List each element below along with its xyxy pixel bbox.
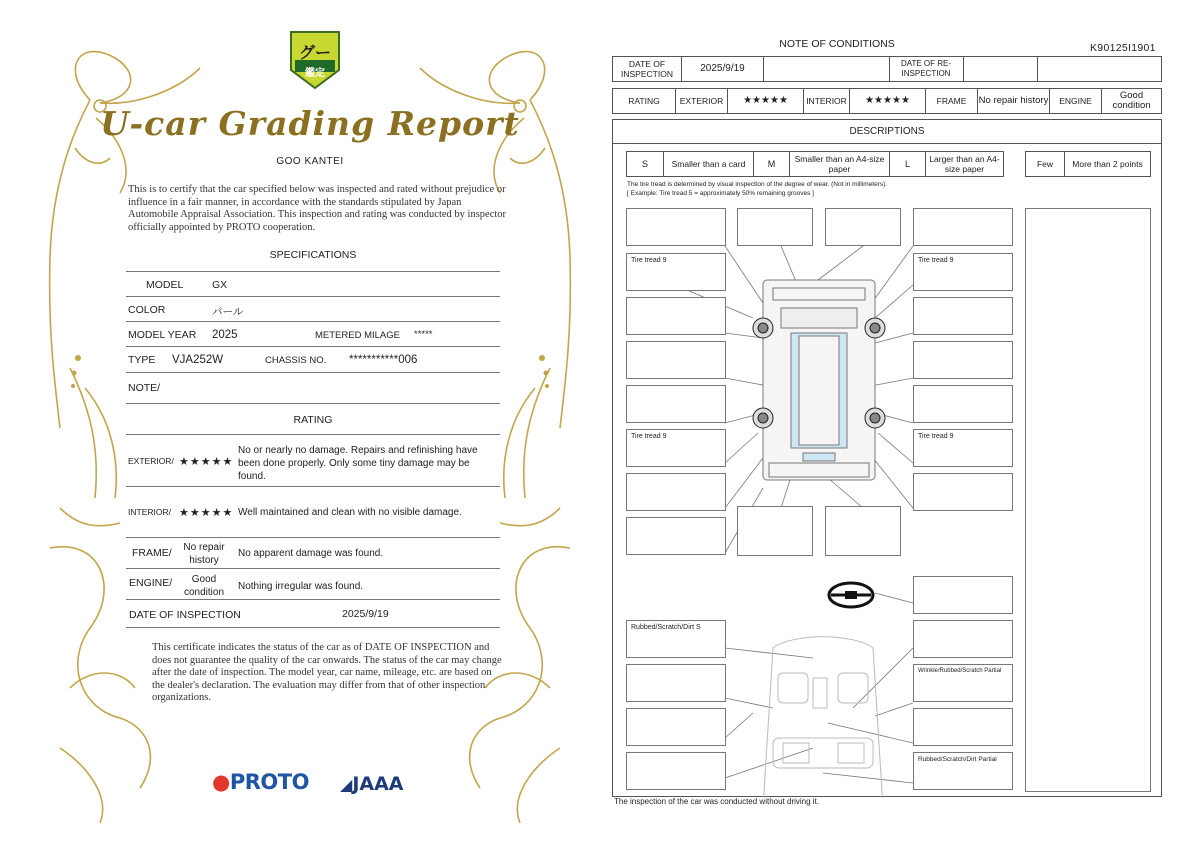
certification-statement: This is to certify that the car specified below was inspected and rated without prejudice or influence in a fair manner, in accordance with the standards stipulated by Japan Automobile Appraisal Association. This inspection and rating was conducted by inspector officially appointed by PROTO cooperation. — [128, 184, 507, 233]
exterior-stars: ★★★★★ — [179, 455, 234, 468]
report-title: U-car Grading Report — [100, 104, 520, 143]
legend-l-desc: Larger than an A4-size paper — [925, 152, 1003, 176]
engine-value: Good condition — [1101, 89, 1161, 113]
condition-box — [913, 620, 1013, 658]
chassis-label: CHASSIS NO. — [265, 355, 327, 366]
tread-note-2: [ Example: Tire tread 5 = approximately 50% remaining grooves ] — [627, 190, 814, 197]
engine-label: ENGINE/ — [129, 577, 173, 589]
gold-ornament-frame — [40, 28, 580, 828]
note-of-conditions — [612, 0, 1162, 848]
condition-box — [626, 664, 726, 702]
date-value: 2025/9/19 — [700, 63, 745, 74]
legend-s: S — [641, 159, 648, 169]
interior-label-1: Rubbed/Scratch/Dirt S — [631, 624, 701, 631]
reinspection-label: DATE OF RE-INSPECTION — [900, 59, 952, 78]
size-legend — [626, 151, 1004, 177]
exterior-description: No or nearly no damage. Repairs and refinishing have been done properly. Only some tiny damage may be found. — [238, 445, 478, 482]
metered-milage-label: METERED MILAGE — [315, 330, 400, 341]
interior-label: INTERIOR/ — [128, 507, 171, 517]
condition-box — [626, 385, 726, 423]
interior-box-2 — [913, 664, 1013, 702]
frame-label: FRAME — [925, 89, 977, 113]
tire-rear-left-box — [626, 429, 726, 467]
conditions-title: NOTE OF CONDITIONS — [779, 38, 895, 50]
interior-label-3: Rubbed/Scratch/Dirt Partial — [918, 756, 997, 763]
model-value: GX — [212, 279, 228, 291]
date-row — [612, 56, 1162, 82]
type-value: VJA252W — [172, 354, 224, 366]
condition-box — [626, 752, 726, 790]
jaaa-logo — [340, 773, 404, 795]
chassis-value: ***********006 — [349, 354, 418, 366]
tire-front-left-label: Tire tread 9 — [631, 257, 667, 264]
date-of-inspection-value: 2025/9/19 — [342, 608, 389, 620]
condition-box — [913, 297, 1013, 335]
specifications-header: SPECIFICATIONS — [269, 249, 357, 261]
interior-stars: ★★★★★ — [179, 506, 234, 519]
note-label: NOTE/ — [128, 382, 161, 394]
legend-m: M — [753, 152, 789, 176]
metered-milage-value: ***** — [414, 329, 433, 340]
condition-box — [626, 297, 726, 335]
date-label: DATE OF INSPECTION — [621, 59, 673, 79]
tire-rear-left-label: Tire tread 9 — [631, 433, 667, 440]
condition-box — [913, 208, 1013, 246]
report-subtitle: GOO KANTEI — [276, 156, 344, 167]
rating-header: RATING — [293, 414, 333, 426]
model-year-label: MODEL YEAR — [128, 329, 197, 341]
rating-row — [612, 88, 1162, 114]
grading-report-certificate — [40, 28, 580, 828]
interior-stars: ★★★★★ — [865, 95, 910, 106]
legend-few: Few — [1036, 159, 1054, 169]
frame-label: FRAME/ — [132, 547, 172, 559]
inspection-footer-note: The inspection of the car was conducted without driving it. — [614, 797, 819, 806]
engine-description: Nothing irregular was found. — [238, 581, 364, 592]
condition-box — [737, 506, 813, 556]
tire-front-right-label: Tire tread 9 — [918, 257, 954, 264]
legend-few-desc: More than 2 points — [1064, 152, 1150, 176]
condition-box — [626, 341, 726, 379]
proto-mark-icon: ● — [212, 770, 230, 794]
type-label: TYPE — [128, 354, 156, 366]
condition-box — [737, 208, 813, 246]
interior-label-2: Wrinkle/Rubbed/Scratch Partial — [918, 668, 1002, 674]
engine-value: Good condition — [183, 574, 225, 598]
condition-box — [825, 208, 901, 246]
condition-box — [626, 473, 726, 511]
remarks-column — [1025, 208, 1151, 792]
descriptions-panel — [612, 119, 1162, 797]
tire-rear-right-box — [913, 429, 1013, 467]
steering-condition-box — [913, 576, 1013, 614]
divider — [126, 271, 500, 272]
rating-label: RATING — [628, 96, 660, 106]
condition-box — [913, 708, 1013, 746]
frame-value: No repair history — [977, 89, 1049, 113]
proto-logo — [212, 770, 309, 794]
frame-value: No repair history — [183, 542, 225, 566]
color-value: パール — [212, 306, 244, 318]
certificate-notice: This certificate indicates the status of the car as of DATE OF INSPECTION and does not guarantee the quality of the car onwards. The status of the car may change after the date of inspection. The model year, car name, mileage, etc. are based on the dealer's declaration. The evaluation may differ from that of other inspection organizations. — [152, 642, 502, 703]
tread-note-1: The tire tread is determined by visual inspection of the degree of wear. (Not in millimeters). — [627, 181, 888, 188]
tire-rear-right-label: Tire tread 9 — [918, 433, 954, 440]
badge-bottom-text: 鑑定 — [305, 68, 325, 79]
steering-wheel-icon — [829, 583, 873, 607]
condition-box — [913, 341, 1013, 379]
legend-m-desc: Smaller than an A4-size paper — [789, 152, 889, 176]
condition-box — [913, 385, 1013, 423]
few-legend — [1025, 151, 1151, 177]
condition-box — [825, 506, 901, 556]
document-id: K90125I1901 — [1090, 42, 1156, 54]
jaaa-mark-icon: ◢ — [340, 775, 353, 794]
date-of-inspection-label: DATE OF INSPECTION — [129, 609, 241, 621]
model-label: MODEL — [146, 279, 184, 291]
interior-box-3 — [913, 752, 1013, 790]
engine-label: ENGINE — [1049, 89, 1101, 113]
condition-box — [626, 708, 726, 746]
exterior-label: EXTERIOR — [675, 89, 727, 113]
interior-label: INTERIOR — [803, 89, 849, 113]
frame-description: No apparent damage was found. — [238, 548, 384, 559]
model-year-value: 2025 — [212, 329, 238, 341]
badge-top-text: グー — [298, 43, 331, 62]
condition-box — [626, 517, 726, 555]
condition-box — [913, 473, 1013, 511]
tire-front-right-box — [913, 253, 1013, 291]
legend-s-desc: Smaller than a card — [663, 152, 753, 176]
tire-front-left-box — [626, 253, 726, 291]
interior-box-1 — [626, 620, 726, 658]
exterior-label: EXTERIOR/ — [128, 456, 174, 466]
legend-l: L — [889, 152, 925, 176]
proto-logo-text: PROTO — [229, 770, 309, 794]
color-label: COLOR — [128, 304, 166, 316]
interior-description: Well maintained and clean with no visible damage. — [238, 507, 462, 518]
exterior-stars: ★★★★★ — [743, 95, 788, 106]
descriptions-header: DESCRIPTIONS — [613, 120, 1161, 144]
jaaa-logo-text: JAAA — [352, 773, 404, 795]
condition-box — [626, 208, 726, 246]
